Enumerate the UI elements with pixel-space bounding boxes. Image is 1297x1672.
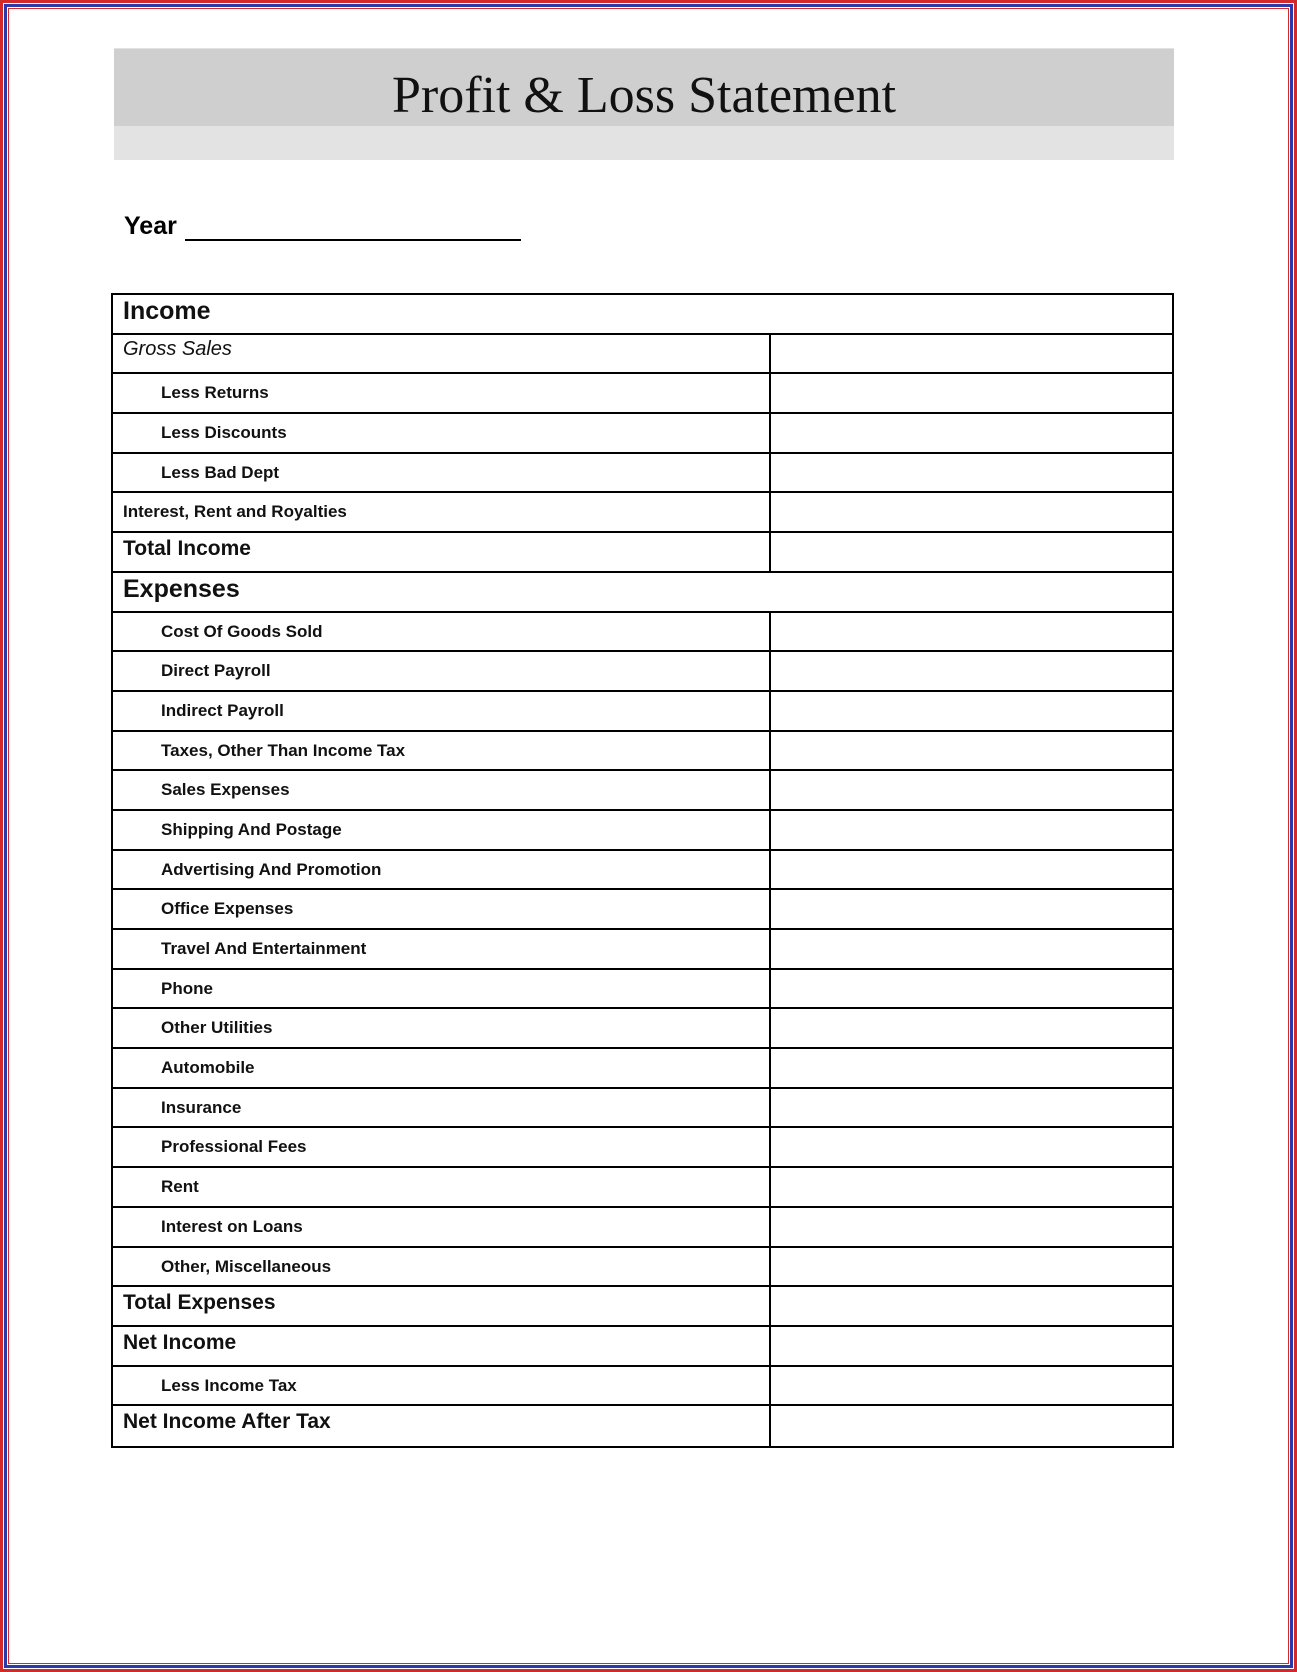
amount-cell[interactable] — [771, 613, 1172, 651]
expenses-heading-row — [113, 573, 1172, 613]
amount-cell[interactable] — [771, 1208, 1172, 1246]
row-label: Professional Fees — [113, 1128, 771, 1166]
row-label: Indirect Payroll — [113, 692, 771, 730]
table-row — [113, 613, 1172, 653]
table-row — [113, 374, 1172, 414]
amount-cell[interactable] — [771, 1009, 1172, 1047]
amount-cell[interactable] — [771, 1168, 1172, 1206]
row-label: Total Expenses — [113, 1287, 771, 1325]
row-label: Office Expenses — [113, 890, 771, 928]
row-label: Taxes, Other Than Income Tax — [113, 732, 771, 770]
amount-cell[interactable] — [771, 414, 1172, 452]
row-label: Net Income — [113, 1327, 771, 1365]
row-label: Rent — [113, 1168, 771, 1206]
expenses-heading: Expenses — [123, 574, 240, 603]
amount-cell[interactable] — [771, 1367, 1172, 1405]
amount-cell[interactable] — [771, 1406, 1172, 1446]
table-row — [113, 414, 1172, 454]
amount-cell[interactable] — [771, 732, 1172, 770]
amount-cell[interactable] — [771, 1128, 1172, 1166]
amount-cell[interactable] — [771, 533, 1172, 571]
amount-cell[interactable] — [771, 493, 1172, 531]
table-row — [113, 652, 1172, 692]
table-row — [113, 1406, 1172, 1446]
table-row — [113, 1128, 1172, 1168]
row-label: Interest, Rent and Royalties — [113, 493, 771, 531]
amount-cell[interactable] — [771, 970, 1172, 1008]
row-label: Less Income Tax — [113, 1367, 771, 1405]
row-label: Less Returns — [113, 374, 771, 412]
amount-cell[interactable] — [771, 771, 1172, 809]
row-label: Cost Of Goods Sold — [113, 613, 771, 651]
year-field — [124, 212, 521, 241]
row-label: Travel And Entertainment — [113, 930, 771, 968]
row-label: Net Income After Tax — [113, 1406, 771, 1446]
table-row — [113, 1009, 1172, 1049]
row-label: Interest on Loans — [113, 1208, 771, 1246]
row-label: Gross Sales — [113, 335, 771, 373]
table-row — [113, 1327, 1172, 1367]
table-row — [113, 454, 1172, 494]
table-row — [113, 1248, 1172, 1288]
table-row — [113, 970, 1172, 1010]
amount-cell[interactable] — [771, 1248, 1172, 1286]
table-row — [113, 771, 1172, 811]
row-label: Direct Payroll — [113, 652, 771, 690]
row-label: Advertising And Promotion — [113, 851, 771, 889]
year-label: Year — [124, 212, 177, 240]
title-banner — [114, 48, 1174, 160]
table-row — [113, 851, 1172, 891]
table-row — [113, 1168, 1172, 1208]
table-row — [113, 930, 1172, 970]
year-blank-line[interactable] — [185, 217, 521, 241]
amount-cell[interactable] — [771, 335, 1172, 373]
table-row — [113, 1049, 1172, 1089]
table-row — [113, 890, 1172, 930]
table-row — [113, 1367, 1172, 1407]
amount-cell[interactable] — [771, 652, 1172, 690]
amount-cell[interactable] — [771, 851, 1172, 889]
amount-cell[interactable] — [771, 692, 1172, 730]
amount-cell[interactable] — [771, 1049, 1172, 1087]
row-label: Insurance — [113, 1089, 771, 1127]
amount-cell[interactable] — [771, 811, 1172, 849]
table-row — [113, 1208, 1172, 1248]
row-label: Sales Expenses — [113, 771, 771, 809]
row-label: Automobile — [113, 1049, 771, 1087]
table-row — [113, 1287, 1172, 1327]
income-heading: Income — [123, 297, 211, 325]
amount-cell[interactable] — [771, 1327, 1172, 1365]
amount-cell[interactable] — [771, 374, 1172, 412]
amount-cell[interactable] — [771, 454, 1172, 492]
title-band-bottom — [114, 126, 1174, 160]
row-label: Other Utilities — [113, 1009, 771, 1047]
table-row — [113, 732, 1172, 772]
row-label: Other, Miscellaneous — [113, 1248, 771, 1286]
row-label: Phone — [113, 970, 771, 1008]
table-row — [113, 692, 1172, 732]
amount-cell[interactable] — [771, 1287, 1172, 1325]
page-title: Profit & Loss Statement — [391, 67, 897, 124]
income-heading-row — [113, 295, 1172, 335]
amount-cell[interactable] — [771, 930, 1172, 968]
table-row — [113, 493, 1172, 533]
amount-cell[interactable] — [771, 890, 1172, 928]
row-label: Total Income — [113, 533, 771, 571]
amount-cell[interactable] — [771, 1089, 1172, 1127]
table-row — [113, 533, 1172, 573]
table-row — [113, 335, 1172, 375]
row-label: Less Discounts — [113, 414, 771, 452]
statement-table — [111, 293, 1174, 1448]
row-label: Shipping And Postage — [113, 811, 771, 849]
row-label: Less Bad Dept — [113, 454, 771, 492]
table-row — [113, 1089, 1172, 1129]
table-row — [113, 811, 1172, 851]
